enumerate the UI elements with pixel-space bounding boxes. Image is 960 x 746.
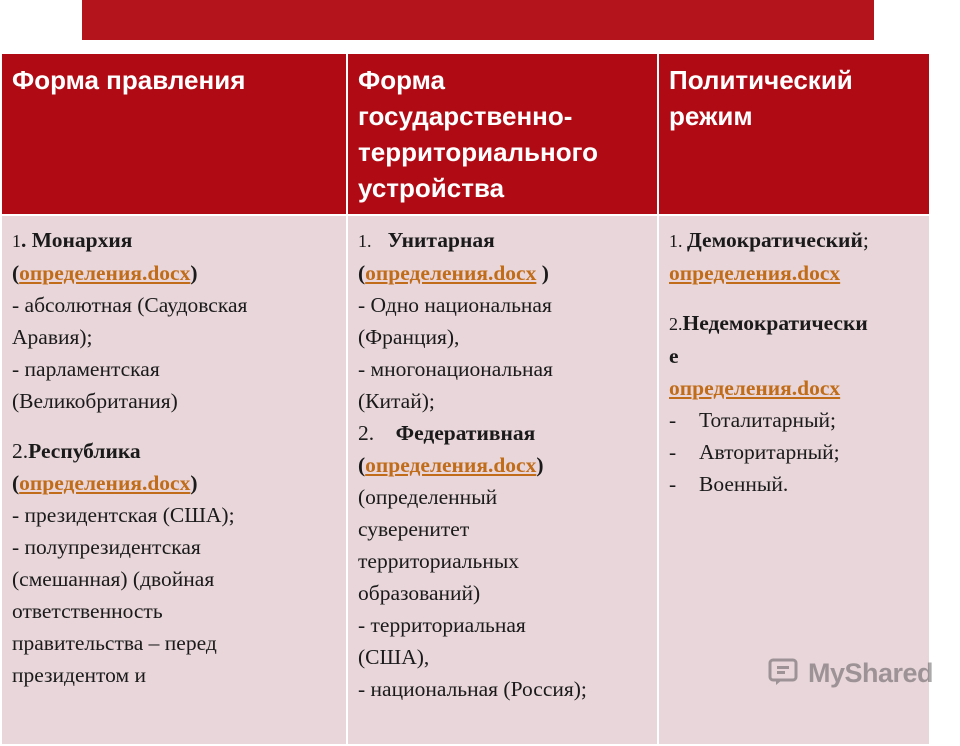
list-item: правительства – перед xyxy=(12,631,217,655)
republic-label: Республика xyxy=(28,439,141,463)
header-form-of-government xyxy=(1,53,347,215)
list-item: 1. Монархия xyxy=(12,228,133,252)
header-line: Форма правления xyxy=(12,65,246,95)
list-item: - национальная (Россия); xyxy=(358,677,587,701)
list-item: (Великобритания) xyxy=(12,389,178,413)
republic-definitions-link[interactable]: определения.docx xyxy=(19,471,191,495)
federal-label: Федеративная xyxy=(395,421,536,445)
list-item: - абсолютная (Саудовская xyxy=(12,293,248,317)
list-item: 2.Недемократически xyxy=(669,311,868,335)
list-item: - президентская (США); xyxy=(12,503,235,527)
unitary-definitions-link[interactable]: определения.docx xyxy=(365,261,537,285)
democratic-label: Демократический xyxy=(687,228,863,252)
list-item: 2.Республика xyxy=(12,439,141,463)
cell-form-of-government xyxy=(1,215,347,745)
list-item: - территориальная xyxy=(358,613,526,637)
list-item xyxy=(669,372,923,404)
list-item: (США), xyxy=(358,645,430,669)
list-item: суверенитет xyxy=(358,517,470,541)
list-item: - многонациональная xyxy=(358,357,553,381)
cell-territorial-structure xyxy=(347,215,658,745)
government-forms-table xyxy=(0,52,934,746)
list-item: - Одно национальная xyxy=(358,293,552,317)
list-item: образований) xyxy=(358,581,481,605)
list-item: (Китай); xyxy=(358,389,435,413)
list-item: - полупрезидентская xyxy=(12,535,201,559)
monarchy-label: . Монархия xyxy=(21,228,133,252)
watermark xyxy=(768,656,933,690)
list-item: (определения.docx) xyxy=(358,453,544,477)
top-banner xyxy=(82,0,874,40)
header-line: Политический xyxy=(669,65,853,95)
myshared-logo-icon xyxy=(768,656,802,691)
list-item: - Тоталитарный; xyxy=(669,408,836,432)
federal-definitions-link[interactable]: определения.docx xyxy=(365,453,537,477)
watermark-text: MyShared xyxy=(808,657,934,688)
list-item: - парламентская xyxy=(12,357,160,381)
list-item: е xyxy=(669,344,679,368)
democratic-definitions-link[interactable]: определения.docx xyxy=(669,261,841,285)
table-header-row xyxy=(1,53,930,215)
list-item: Аравия); xyxy=(12,325,93,349)
list-item: (определения.docx) xyxy=(12,471,198,495)
monarchy-definitions-link[interactable]: определения.docx xyxy=(19,261,191,285)
nondemocratic-definitions-link[interactable]: определения.docx xyxy=(669,376,841,400)
header-line: режим xyxy=(669,101,753,131)
header-line: Форма xyxy=(358,65,445,95)
list-item: (Франция), xyxy=(358,325,460,349)
list-item: (определения.docx ) xyxy=(358,261,549,285)
list-item: (определенный xyxy=(358,485,498,509)
nondemocratic-label: Недемократически xyxy=(682,311,868,335)
unitary-label: Унитарная xyxy=(387,228,495,252)
header-political-regime xyxy=(658,53,930,215)
header-line: устройства xyxy=(358,173,505,203)
list-item: (определения.docx) xyxy=(12,261,198,285)
list-item: президентом и xyxy=(12,663,146,687)
header-line: государственно- xyxy=(358,101,573,131)
header-territorial-structure xyxy=(347,53,658,215)
list-item xyxy=(669,257,923,289)
list-item: 1. Демократический; xyxy=(669,228,869,252)
list-item: 1. Унитарная xyxy=(358,228,495,252)
list-item: 2. Федеративная xyxy=(358,421,536,445)
list-item: (смешанная) (двойная xyxy=(12,567,215,591)
list-item: - Авторитарный; xyxy=(669,440,840,464)
list-item: ответственность xyxy=(12,599,163,623)
list-item: территориальных xyxy=(358,549,520,573)
list-item: - Военный. xyxy=(669,472,789,496)
header-line: территориального xyxy=(358,137,598,167)
